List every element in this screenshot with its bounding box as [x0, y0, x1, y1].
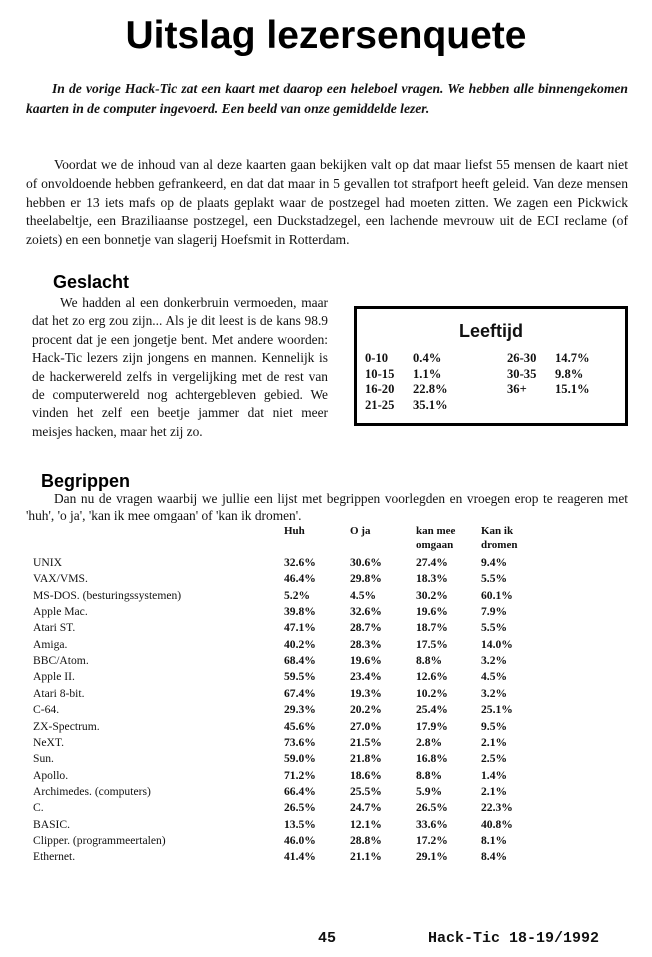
- percentage-cell: 5.5%: [481, 572, 508, 586]
- percentage-cell: 28.3%: [350, 637, 382, 651]
- term-label: C-64.: [33, 703, 60, 717]
- column-header-kan-mee-omgaan: kan mee omgaan: [416, 525, 456, 551]
- table-row: [0, 801, 652, 817]
- table-row: [0, 752, 652, 768]
- percentage-cell: 71.2%: [284, 768, 316, 782]
- postage-text: Voordat we de inhoud van al deze kaarten gaan bekijken valt op dat maar liefst 55 mensen de kaart niet of onvoldoende hebben gefrankeerd, en dat dat maar in 5 gevallen tot strafport heeft geleid. Van deze mensen hebben er 13 iets mafs op de plaats geplakt waar de postzegel had moeten zitten. We zagen een Pickwick theelabeltje, een Braziliaanse postzegel, een Duckstadzegel, een lachende mevrouw uit de ECI reclame (of zoiets) en een bonnetje van slagerij Hoefsmit in Rotterdam.: [26, 157, 628, 248]
- column-header-kan-ik-dromen: Kan ik dromen: [481, 525, 518, 551]
- percentage-cell: 12.6%: [416, 670, 448, 684]
- table-row: [0, 818, 652, 834]
- percentage-cell: 67.4%: [284, 686, 316, 700]
- term-label: Ethernet.: [33, 850, 76, 864]
- percentage-cell: 18.7%: [416, 621, 448, 635]
- age-percentage: 9.8%: [555, 366, 584, 381]
- percentage-cell: 32.6%: [284, 556, 316, 569]
- geslacht-text: We hadden al een donkerbruin vermoeden, maar dat het zo erg zou zijn... Als je dit leest is de kans 98.9 procent dat je een jongetje bent. Met andere woorden: Hack-Tic lezers zijn jongens en mannen. Kennelijk is de hackerwereld zelfs in vergelijking met de rest van de computerwereld nog achtergebleven gebied. We vinden het zelf een beetje jammer dat niet meer meisjes hacken, maar het zij zo.: [32, 295, 328, 439]
- percentage-cell: 40.2%: [284, 637, 316, 651]
- percentage-cell: 16.8%: [416, 752, 448, 766]
- table-row: [0, 736, 652, 752]
- table-row: [0, 638, 652, 654]
- percentage-cell: 33.6%: [416, 817, 448, 831]
- age-percentage: 0.4%: [413, 351, 442, 365]
- age-range: 26-30: [507, 351, 537, 365]
- table-row: [0, 654, 652, 670]
- begrippen-text: Dan nu de vragen waarbij we jullie een lijst met begrippen voorlegden en vroegen erop te reageren met 'huh', 'o ja', 'kan ik mee omgaan' of 'kan ik dromen'.: [26, 491, 628, 523]
- percentage-cell: 8.1%: [481, 833, 508, 847]
- age-percentage: 22.8%: [413, 382, 448, 396]
- term-label: Archimedes. (computers): [33, 784, 151, 798]
- percentage-cell: 47.1%: [284, 621, 316, 635]
- percentage-cell: 20.2%: [350, 703, 382, 717]
- percentage-cell: 21.1%: [350, 850, 382, 864]
- age-group-row: [507, 351, 617, 366]
- leeftijd-heading: Leeftijd: [458, 321, 523, 341]
- percentage-cell: 46.4%: [284, 572, 316, 586]
- percentage-cell: 46.0%: [284, 833, 316, 847]
- table-row: [0, 670, 652, 686]
- term-label: C.: [33, 801, 44, 815]
- table-row: [0, 850, 652, 866]
- term-label: Sun.: [33, 752, 54, 766]
- percentage-cell: 2.1%: [481, 735, 508, 749]
- term-label: Amiga.: [33, 637, 68, 651]
- percentage-cell: 41.4%: [284, 850, 316, 864]
- publication-info: Hack-Tic 18-19/1992: [428, 930, 600, 947]
- percentage-cell: 24.7%: [350, 801, 382, 815]
- percentage-cell: 22.3%: [481, 801, 513, 815]
- percentage-cell: 2.5%: [481, 752, 508, 766]
- term-label: NeXT.: [33, 735, 65, 749]
- percentage-cell: 59.0%: [284, 752, 316, 766]
- percentage-cell: 3.2%: [481, 686, 508, 700]
- page-title: Uitslag lezersenquete: [125, 14, 527, 57]
- age-group-row: [365, 382, 475, 397]
- percentage-cell: 25.1%: [481, 703, 513, 717]
- intro-text: In de vorige Hack-Tic zat een kaart met daarop een heleboel vragen. We hebben alle binnengekomen kaarten in de computer ingevoerd. Een beeld van onze gemiddelde lezer.: [26, 81, 628, 116]
- percentage-cell: 29.8%: [350, 572, 382, 586]
- percentage-cell: 25.5%: [350, 784, 382, 798]
- term-label: BASIC.: [33, 817, 71, 831]
- age-percentage: 1.1%: [413, 366, 442, 381]
- percentage-cell: 8.8%: [416, 768, 443, 782]
- geslacht-paragraph: [32, 294, 328, 441]
- age-percentage: 14.7%: [555, 351, 590, 365]
- percentage-cell: 12.1%: [350, 817, 382, 831]
- age-range: 0-10: [365, 351, 389, 365]
- table-row: [0, 703, 652, 719]
- percentage-cell: 32.6%: [350, 605, 382, 619]
- page-number: 45: [318, 930, 337, 947]
- age-range: 30-35: [507, 366, 537, 381]
- table-row: [0, 556, 652, 572]
- age-group-row: [507, 367, 617, 382]
- percentage-cell: 26.5%: [416, 801, 448, 815]
- age-group-row: [365, 351, 475, 366]
- term-label: VAX/VMS.: [33, 572, 88, 586]
- percentage-cell: 45.6%: [284, 719, 316, 733]
- percentage-cell: 4.5%: [350, 588, 377, 602]
- percentage-cell: 4.5%: [481, 670, 508, 684]
- percentage-cell: 17.9%: [416, 719, 448, 733]
- percentage-cell: 9.5%: [481, 719, 508, 733]
- percentage-cell: 19.6%: [416, 605, 448, 619]
- table-row: [0, 621, 652, 637]
- percentage-cell: 28.7%: [350, 621, 382, 635]
- percentage-cell: 17.5%: [416, 637, 448, 651]
- percentage-cell: 68.4%: [284, 654, 316, 668]
- percentage-cell: 10.2%: [416, 686, 448, 700]
- age-range: 21-25: [365, 397, 395, 412]
- term-label: UNIX: [33, 556, 62, 569]
- percentage-cell: 2.8%: [416, 735, 443, 749]
- age-percentage: 15.1%: [555, 382, 590, 396]
- percentage-cell: 5.2%: [284, 588, 311, 602]
- column-header-o-ja: O ja: [350, 525, 371, 537]
- percentage-cell: 9.4%: [481, 556, 508, 569]
- age-range: 10-15: [365, 366, 395, 381]
- age-group-row: [365, 398, 475, 413]
- postage-paragraph: [26, 156, 628, 250]
- percentage-cell: 28.8%: [350, 833, 382, 847]
- term-label: BBC/Atom.: [33, 654, 89, 668]
- term-label: Apple Mac.: [33, 605, 88, 619]
- percentage-cell: 23.4%: [350, 670, 382, 684]
- percentage-cell: 59.5%: [284, 670, 316, 684]
- percentage-cell: 40.8%: [481, 817, 513, 831]
- percentage-cell: 5.9%: [416, 784, 443, 798]
- geslacht-heading: Geslacht: [53, 272, 130, 292]
- age-group-row: [365, 367, 475, 382]
- percentage-cell: 18.3%: [416, 572, 448, 586]
- term-label: MS-DOS. (besturingssystemen): [33, 588, 182, 602]
- percentage-cell: 21.5%: [350, 735, 382, 749]
- percentage-cell: 14.0%: [481, 637, 513, 651]
- table-row: [0, 720, 652, 736]
- table-row: [0, 589, 652, 605]
- percentage-cell: 39.8%: [284, 605, 316, 619]
- percentage-cell: 29.3%: [284, 703, 316, 717]
- table-row: [0, 605, 652, 621]
- percentage-cell: 73.6%: [284, 735, 316, 749]
- percentage-cell: 27.4%: [416, 556, 448, 569]
- percentage-cell: 17.2%: [416, 833, 448, 847]
- table-row: [0, 834, 652, 850]
- percentage-cell: 8.8%: [416, 654, 443, 668]
- percentage-cell: 8.4%: [481, 850, 508, 864]
- percentage-cell: 19.6%: [350, 654, 382, 668]
- age-range: 16-20: [365, 382, 395, 396]
- percentage-cell: 25.4%: [416, 703, 448, 717]
- percentage-cell: 27.0%: [350, 719, 382, 733]
- leeftijd-box: [354, 306, 628, 426]
- percentage-cell: 1.4%: [481, 768, 508, 782]
- term-label: Atari 8-bit.: [33, 686, 85, 700]
- age-range: 36+: [507, 382, 527, 396]
- percentage-cell: 66.4%: [284, 784, 316, 798]
- term-label: Apple II.: [33, 670, 75, 684]
- table-row: [0, 769, 652, 785]
- percentage-cell: 3.2%: [481, 654, 508, 668]
- term-label: ZX-Spectrum.: [33, 719, 100, 733]
- percentage-cell: 5.5%: [481, 621, 508, 635]
- intro-paragraph: [26, 79, 628, 119]
- column-header-huh: Huh: [284, 525, 305, 537]
- percentage-cell: 18.6%: [350, 768, 382, 782]
- table-row: [0, 572, 652, 588]
- age-percentage: 35.1%: [413, 397, 448, 412]
- begrippen-heading: Begrippen: [41, 471, 131, 491]
- term-label: Clipper. (programmeertalen): [33, 833, 166, 847]
- age-group-row: [507, 382, 617, 397]
- percentage-cell: 21.8%: [350, 752, 382, 766]
- percentage-cell: 29.1%: [416, 850, 448, 864]
- term-label: Apollo.: [33, 768, 69, 782]
- percentage-cell: 26.5%: [284, 801, 316, 815]
- table-row: [0, 687, 652, 703]
- term-label: Atari ST.: [33, 621, 76, 635]
- percentage-cell: 30.2%: [416, 588, 448, 602]
- percentage-cell: 2.1%: [481, 784, 508, 798]
- percentage-cell: 13.5%: [284, 817, 316, 831]
- begrippen-paragraph: [26, 490, 628, 524]
- percentage-cell: 19.3%: [350, 686, 382, 700]
- percentage-cell: 30.6%: [350, 556, 382, 569]
- percentage-cell: 60.1%: [481, 588, 513, 602]
- table-row: [0, 785, 652, 801]
- percentage-cell: 7.9%: [481, 605, 508, 619]
